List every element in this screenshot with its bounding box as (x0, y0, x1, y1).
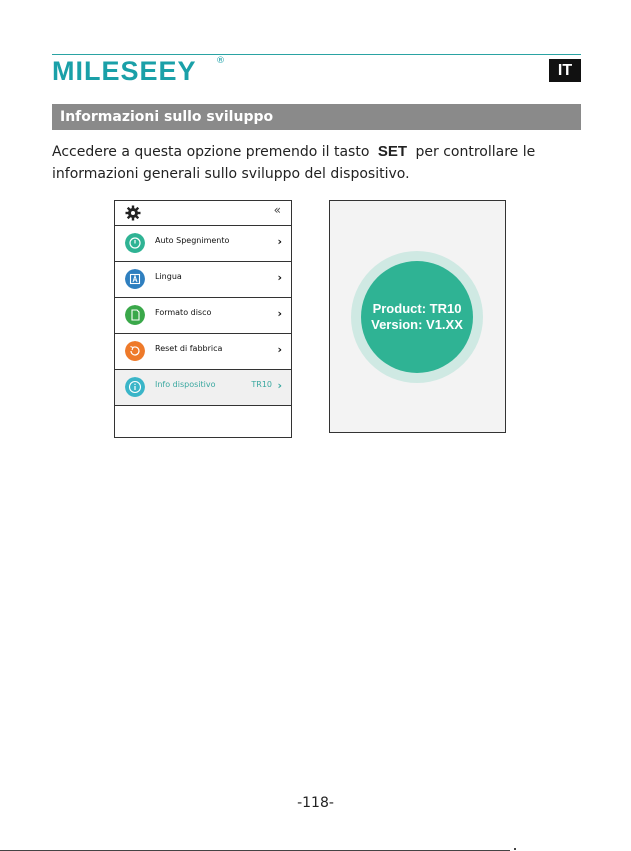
intro-text-before: Accedere a questa opzione premendo il tasto (52, 144, 370, 160)
info-ring (351, 251, 483, 383)
settings-screen (114, 200, 292, 438)
reset-icon (125, 341, 145, 361)
menu-item-label: Info dispositivo (155, 380, 216, 389)
menu-item-reset-di-fabbrica[interactable] (115, 334, 291, 370)
footer-mark (514, 848, 516, 850)
menu-item-formato-disco[interactable] (115, 298, 291, 334)
chevron-right-icon: › (277, 235, 282, 248)
gear-icon[interactable] (125, 205, 141, 221)
intro-text-after: per controllare le informazioni generali sullo sviluppo del dispositivo. (52, 144, 536, 182)
info-icon (125, 377, 145, 397)
menu-item-info-dispositivo[interactable] (115, 370, 291, 406)
chevron-right-icon: › (277, 307, 282, 320)
section-header-bar (52, 104, 581, 130)
chevron-right-icon: › (277, 379, 282, 392)
menu-item-auto-spegnimento[interactable] (115, 226, 291, 262)
brand-logo: MILESEEY (52, 56, 197, 86)
menu-item-value: TR10 (251, 380, 272, 389)
sd-card-icon (125, 305, 145, 325)
info-disc (361, 261, 473, 373)
menu-item-label: Lingua (155, 272, 182, 281)
product-line: Product: TR10 (372, 301, 462, 316)
language-icon (125, 269, 145, 289)
header-rule (52, 54, 581, 55)
menu-item-lingua[interactable] (115, 262, 291, 298)
menu-item-label: Formato disco (155, 308, 212, 317)
menu-item-label: Auto Spegnimento (155, 236, 230, 245)
intro-paragraph (52, 141, 592, 185)
chevron-right-icon: › (277, 343, 282, 356)
info-text (361, 301, 473, 333)
device-info-screen (329, 200, 506, 433)
chevron-right-icon: › (277, 271, 282, 284)
power-icon (125, 233, 145, 253)
registered-mark: ® (216, 56, 225, 66)
settings-top-bar (115, 201, 291, 226)
menu-item-label: Reset di fabbrica (155, 344, 223, 353)
set-key-label: SET (377, 143, 408, 160)
language-badge: IT (549, 59, 581, 82)
section-title: Informazioni sullo sviluppo (60, 109, 274, 125)
version-line: Version: V1.XX (371, 317, 463, 332)
double-chevron-left-icon[interactable]: « (273, 203, 281, 217)
page-number: -118- (297, 795, 334, 811)
